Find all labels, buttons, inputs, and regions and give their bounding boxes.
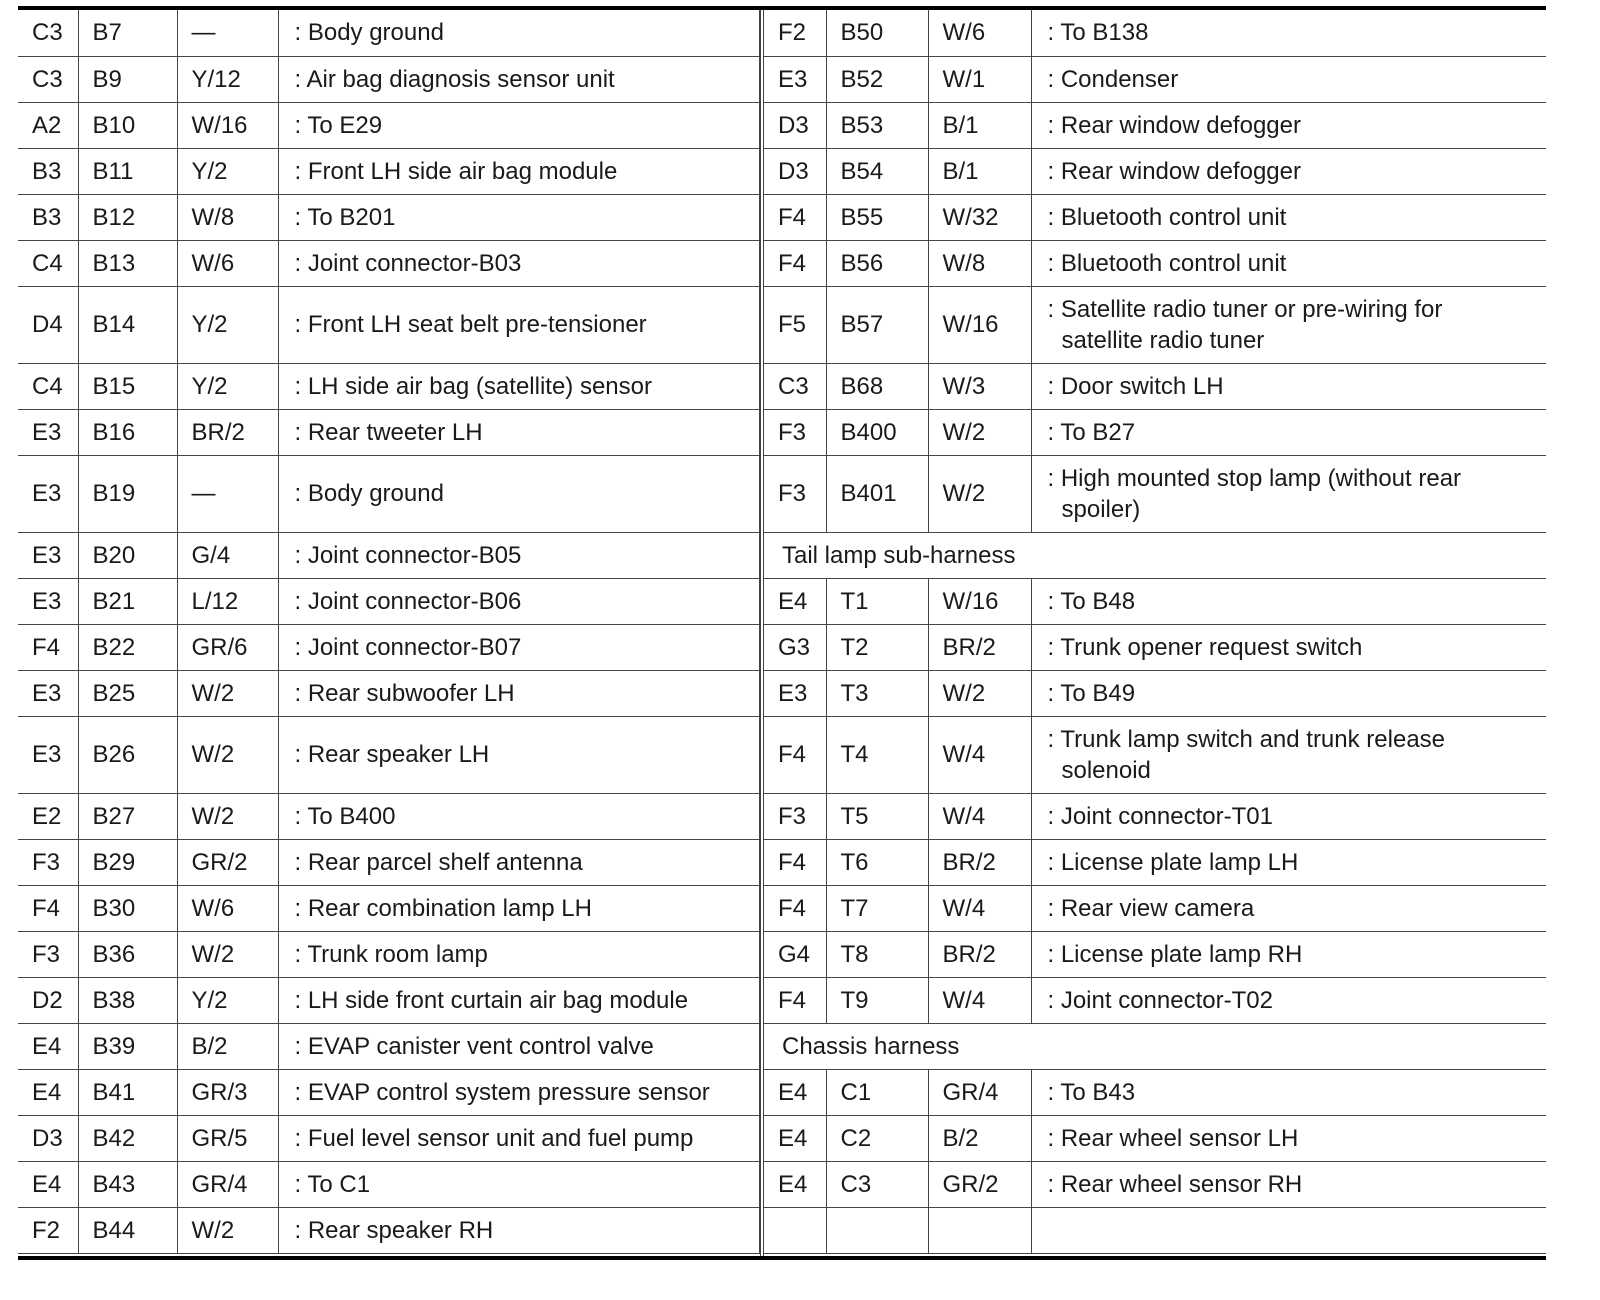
table-row	[18, 240, 760, 286]
section-header-row	[764, 532, 1546, 578]
table-row	[764, 716, 1546, 793]
description-cell	[1031, 1207, 1546, 1253]
grid-location-cell: F3	[764, 455, 826, 532]
description-cell: : Rear view camera	[1031, 885, 1546, 931]
table-row	[18, 670, 760, 716]
grid-location-cell: E4	[764, 1115, 826, 1161]
grid-location-cell: E3	[18, 578, 78, 624]
description-cell: : Joint connector-B03	[278, 240, 760, 286]
grid-location-cell: E4	[764, 578, 826, 624]
table-row	[18, 102, 760, 148]
connector-color-pins-cell: W/2	[928, 455, 1031, 532]
connector-number-cell: T8	[826, 931, 928, 977]
table-row	[764, 363, 1546, 409]
description-cell: : Air bag diagnosis sensor unit	[278, 56, 760, 102]
connector-number-cell: B401	[826, 455, 928, 532]
connector-color-pins-cell: B/1	[928, 102, 1031, 148]
table-row	[764, 455, 1546, 532]
description-cell: : To B138	[1031, 10, 1546, 56]
connector-number-cell: T4	[826, 716, 928, 793]
description-cell: : LH side air bag (satellite) sensor	[278, 363, 760, 409]
table-row	[764, 102, 1546, 148]
connector-number-cell: B9	[78, 56, 177, 102]
section-header-row	[764, 1023, 1546, 1069]
table-row	[18, 1161, 760, 1207]
connector-number-cell: B42	[78, 1115, 177, 1161]
description-cell: : Body ground	[278, 10, 760, 56]
description-cell: : License plate lamp RH	[1031, 931, 1546, 977]
connector-number-cell: B41	[78, 1069, 177, 1115]
section-title: Tail lamp sub-harness	[764, 532, 1546, 578]
connector-number-cell: B7	[78, 10, 177, 56]
description-cell: : To C1	[278, 1161, 760, 1207]
description-cell: : Rear tweeter LH	[278, 409, 760, 455]
table-row	[18, 194, 760, 240]
grid-location-cell: F3	[764, 793, 826, 839]
connector-number-cell: B21	[78, 578, 177, 624]
table-row	[764, 670, 1546, 716]
connector-number-cell: T7	[826, 885, 928, 931]
description-cell	[1031, 286, 1546, 363]
description-line: : Satellite radio tuner or pre-wiring for	[1047, 295, 1443, 323]
grid-location-cell: B3	[18, 194, 78, 240]
left-connector-table	[18, 10, 760, 1254]
connector-number-cell: B27	[78, 793, 177, 839]
grid-location-cell: G3	[764, 624, 826, 670]
connector-color-pins-cell: GR/4	[177, 1161, 278, 1207]
description-cell: : Joint connector-B07	[278, 624, 760, 670]
description-cell: : License plate lamp LH	[1031, 839, 1546, 885]
table-row	[764, 10, 1546, 56]
table-row	[764, 56, 1546, 102]
table-row	[764, 624, 1546, 670]
table-row	[18, 1069, 760, 1115]
table-row	[18, 10, 760, 56]
table-row	[764, 1115, 1546, 1161]
connector-color-pins-cell: —	[177, 10, 278, 56]
connector-color-pins-cell: Y/2	[177, 363, 278, 409]
connector-number-cell: B36	[78, 931, 177, 977]
connector-color-pins-cell: W/6	[928, 10, 1031, 56]
description-cell: : Rear speaker LH	[278, 716, 760, 793]
grid-location-cell: E4	[18, 1069, 78, 1115]
connector-number-cell: B10	[78, 102, 177, 148]
connector-color-pins-cell: Y/2	[177, 977, 278, 1023]
connector-number-cell: B12	[78, 194, 177, 240]
grid-location-cell: E4	[764, 1161, 826, 1207]
connector-number-cell: B29	[78, 839, 177, 885]
connector-color-pins-cell: BR/2	[928, 624, 1031, 670]
description-cell: : Joint connector-B06	[278, 578, 760, 624]
grid-location-cell: F4	[18, 885, 78, 931]
connector-color-pins-cell: W/16	[928, 578, 1031, 624]
grid-location-cell: B3	[18, 148, 78, 194]
table-row	[18, 578, 760, 624]
connector-number-cell: B20	[78, 532, 177, 578]
description-cell: : EVAP canister vent control valve	[278, 1023, 760, 1069]
connector-number-cell: B53	[826, 102, 928, 148]
connector-color-pins-cell: W/16	[928, 286, 1031, 363]
description-cell: : To B49	[1031, 670, 1546, 716]
connector-color-pins-cell: Y/2	[177, 286, 278, 363]
grid-location-cell: E3	[18, 455, 78, 532]
connector-color-pins-cell: W/32	[928, 194, 1031, 240]
section-title: Chassis harness	[764, 1023, 1546, 1069]
description-cell: : Front LH seat belt pre-tensioner	[278, 286, 760, 363]
grid-location-cell: G4	[764, 931, 826, 977]
connector-number-cell: B14	[78, 286, 177, 363]
description-cell: : LH side front curtain air bag module	[278, 977, 760, 1023]
table-row	[764, 793, 1546, 839]
description-cell: : To E29	[278, 102, 760, 148]
description-cell	[1031, 455, 1546, 532]
grid-location-cell: F3	[18, 931, 78, 977]
description-cell: : Condenser	[1031, 56, 1546, 102]
connector-number-cell: B43	[78, 1161, 177, 1207]
connector-color-pins-cell: Y/12	[177, 56, 278, 102]
description-cell: : To B48	[1031, 578, 1546, 624]
description-cell: : Rear wheel sensor RH	[1031, 1161, 1546, 1207]
connector-color-pins-cell: GR/4	[928, 1069, 1031, 1115]
grid-location-cell: F4	[764, 885, 826, 931]
connector-color-pins-cell: W/16	[177, 102, 278, 148]
connector-color-pins-cell: GR/5	[177, 1115, 278, 1161]
connector-number-cell: B54	[826, 148, 928, 194]
description-cell: : Rear combination lamp LH	[278, 885, 760, 931]
description-cell: : To B27	[1031, 409, 1546, 455]
table-row	[18, 148, 760, 194]
connector-number-cell: B50	[826, 10, 928, 56]
description-cell: : Trunk room lamp	[278, 931, 760, 977]
connector-number-cell: C2	[826, 1115, 928, 1161]
description-cell: : Front LH side air bag module	[278, 148, 760, 194]
connector-number-cell: B15	[78, 363, 177, 409]
right-connector-table	[764, 10, 1546, 1254]
connector-color-pins-cell: —	[177, 455, 278, 532]
grid-location-cell: F4	[764, 716, 826, 793]
connector-color-pins-cell: W/2	[928, 670, 1031, 716]
table-row	[18, 624, 760, 670]
connector-color-pins-cell: G/4	[177, 532, 278, 578]
connector-color-pins-cell: GR/6	[177, 624, 278, 670]
connector-color-pins-cell: B/2	[177, 1023, 278, 1069]
table-row	[18, 885, 760, 931]
connector-number-cell: B55	[826, 194, 928, 240]
grid-location-cell: F2	[764, 10, 826, 56]
description-cell: : Rear speaker RH	[278, 1207, 760, 1253]
table-row	[764, 1161, 1546, 1207]
description-cell: : EVAP control system pressure sensor	[278, 1069, 760, 1115]
connector-number-cell	[826, 1207, 928, 1253]
table-row	[764, 194, 1546, 240]
connector-color-pins-cell	[928, 1207, 1031, 1253]
table-row	[764, 409, 1546, 455]
connector-number-cell: B400	[826, 409, 928, 455]
grid-location-cell: F4	[764, 240, 826, 286]
description-cell: : Body ground	[278, 455, 760, 532]
connector-number-cell: T2	[826, 624, 928, 670]
description-line: : Trunk lamp switch and trunk release	[1047, 725, 1446, 753]
grid-location-cell: C3	[18, 10, 78, 56]
connector-number-cell: C3	[826, 1161, 928, 1207]
table-row	[764, 931, 1546, 977]
connector-number-cell: B25	[78, 670, 177, 716]
grid-location-cell: E3	[18, 409, 78, 455]
connector-color-pins-cell: W/8	[177, 194, 278, 240]
description-cell: : Trunk opener request switch	[1031, 624, 1546, 670]
connector-number-cell: B22	[78, 624, 177, 670]
connector-color-pins-cell: W/2	[928, 409, 1031, 455]
grid-location-cell: E4	[18, 1023, 78, 1069]
connector-number-cell: B57	[826, 286, 928, 363]
grid-location-cell: F3	[18, 839, 78, 885]
grid-location-cell: E3	[764, 56, 826, 102]
connector-color-pins-cell: B/2	[928, 1115, 1031, 1161]
connector-number-cell: T3	[826, 670, 928, 716]
grid-location-cell: D4	[18, 286, 78, 363]
description-cell: : Door switch LH	[1031, 363, 1546, 409]
table-row	[18, 363, 760, 409]
grid-location-cell: C3	[764, 363, 826, 409]
grid-location-cell: F4	[764, 977, 826, 1023]
table-row	[18, 286, 760, 363]
grid-location-cell: D2	[18, 977, 78, 1023]
table-row	[764, 148, 1546, 194]
table-row	[18, 1207, 760, 1253]
description-cell: : Joint connector-T01	[1031, 793, 1546, 839]
table-row	[764, 578, 1546, 624]
table-row	[18, 1115, 760, 1161]
table-row	[764, 240, 1546, 286]
connector-color-pins-cell: GR/2	[177, 839, 278, 885]
connector-color-pins-cell: W/2	[177, 716, 278, 793]
grid-location-cell: F4	[764, 839, 826, 885]
connector-color-pins-cell: BR/2	[928, 839, 1031, 885]
connector-color-pins-cell: BR/2	[177, 409, 278, 455]
grid-location-cell: D3	[764, 102, 826, 148]
grid-location-cell: F3	[764, 409, 826, 455]
grid-location-cell: C4	[18, 240, 78, 286]
table-row	[18, 931, 760, 977]
table-row	[764, 977, 1546, 1023]
description-cell: : Joint connector-B05	[278, 532, 760, 578]
connector-number-cell: B68	[826, 363, 928, 409]
connector-number-cell: B16	[78, 409, 177, 455]
description-cell: : Rear parcel shelf antenna	[278, 839, 760, 885]
table-row	[18, 1023, 760, 1069]
connector-color-pins-cell: W/2	[177, 1207, 278, 1253]
table-row	[18, 532, 760, 578]
connector-color-pins-cell: W/6	[177, 240, 278, 286]
connector-color-pins-cell: W/4	[928, 977, 1031, 1023]
grid-location-cell: C4	[18, 363, 78, 409]
table-row	[18, 977, 760, 1023]
grid-location-cell: E4	[18, 1161, 78, 1207]
connector-color-pins-cell: W/8	[928, 240, 1031, 286]
grid-location-cell: F4	[18, 624, 78, 670]
connector-number-cell: T5	[826, 793, 928, 839]
connector-color-pins-cell: W/6	[177, 885, 278, 931]
connector-color-pins-cell: W/2	[177, 931, 278, 977]
connector-number-cell: T1	[826, 578, 928, 624]
table-row	[764, 1207, 1546, 1253]
grid-location-cell: C3	[18, 56, 78, 102]
connector-color-pins-cell: GR/3	[177, 1069, 278, 1115]
description-cell	[1031, 716, 1546, 793]
description-cell: : Bluetooth control unit	[1031, 194, 1546, 240]
description-cell: : Rear window defogger	[1031, 102, 1546, 148]
connector-color-pins-cell: W/4	[928, 885, 1031, 931]
connector-color-pins-cell: W/2	[177, 670, 278, 716]
description-cell: : Bluetooth control unit	[1031, 240, 1546, 286]
description-line: : High mounted stop lamp (without rear	[1047, 464, 1462, 492]
description-cell: : Rear window defogger	[1031, 148, 1546, 194]
grid-location-cell: F5	[764, 286, 826, 363]
table-row	[764, 1069, 1546, 1115]
grid-location-cell: E3	[18, 716, 78, 793]
description-cell: : Rear subwoofer LH	[278, 670, 760, 716]
table-row	[18, 455, 760, 532]
description-cell: : Rear wheel sensor LH	[1031, 1115, 1546, 1161]
table-row	[18, 409, 760, 455]
grid-location-cell: D3	[764, 148, 826, 194]
description-line: spoiler)	[1061, 495, 1141, 523]
grid-location-cell: F4	[764, 194, 826, 240]
description-cell: : Fuel level sensor unit and fuel pump	[278, 1115, 760, 1161]
connector-color-pins-cell: BR/2	[928, 931, 1031, 977]
description-cell: : To B43	[1031, 1069, 1546, 1115]
connector-number-cell: B52	[826, 56, 928, 102]
grid-location-cell: E2	[18, 793, 78, 839]
connector-number-cell: B30	[78, 885, 177, 931]
connector-color-pins-cell: W/4	[928, 793, 1031, 839]
table-row	[18, 839, 760, 885]
connector-color-pins-cell: GR/2	[928, 1161, 1031, 1207]
connector-number-cell: B44	[78, 1207, 177, 1253]
connector-color-pins-cell: L/12	[177, 578, 278, 624]
connector-number-cell: B19	[78, 455, 177, 532]
table-row	[18, 793, 760, 839]
connector-color-pins-cell: W/2	[177, 793, 278, 839]
connector-color-pins-cell: W/1	[928, 56, 1031, 102]
table-row	[18, 716, 760, 793]
connector-number-cell: B11	[78, 148, 177, 194]
table-row	[764, 286, 1546, 363]
connector-color-pins-cell: W/4	[928, 716, 1031, 793]
table-row	[764, 885, 1546, 931]
description-cell: : To B201	[278, 194, 760, 240]
connector-number-cell: C1	[826, 1069, 928, 1115]
connector-number-cell: B56	[826, 240, 928, 286]
connector-number-cell: B38	[78, 977, 177, 1023]
grid-location-cell: E3	[764, 670, 826, 716]
grid-location-cell: D3	[18, 1115, 78, 1161]
grid-location-cell: E4	[764, 1069, 826, 1115]
description-line: satellite radio tuner	[1061, 326, 1265, 354]
description-line: solenoid	[1061, 756, 1151, 784]
grid-location-cell: E3	[18, 670, 78, 716]
connector-color-pins-cell: W/3	[928, 363, 1031, 409]
grid-location-cell: A2	[18, 102, 78, 148]
connector-number-cell: T9	[826, 977, 928, 1023]
connector-number-cell: B26	[78, 716, 177, 793]
connector-index-table	[18, 6, 1546, 1260]
connector-color-pins-cell: B/1	[928, 148, 1031, 194]
grid-location-cell: F2	[18, 1207, 78, 1253]
grid-location-cell: E3	[18, 532, 78, 578]
connector-number-cell: B39	[78, 1023, 177, 1069]
connector-number-cell: B13	[78, 240, 177, 286]
grid-location-cell	[764, 1207, 826, 1253]
description-cell: : Joint connector-T02	[1031, 977, 1546, 1023]
table-row	[764, 839, 1546, 885]
connector-number-cell: T6	[826, 839, 928, 885]
description-cell: : To B400	[278, 793, 760, 839]
table-row	[18, 56, 760, 102]
connector-color-pins-cell: Y/2	[177, 148, 278, 194]
